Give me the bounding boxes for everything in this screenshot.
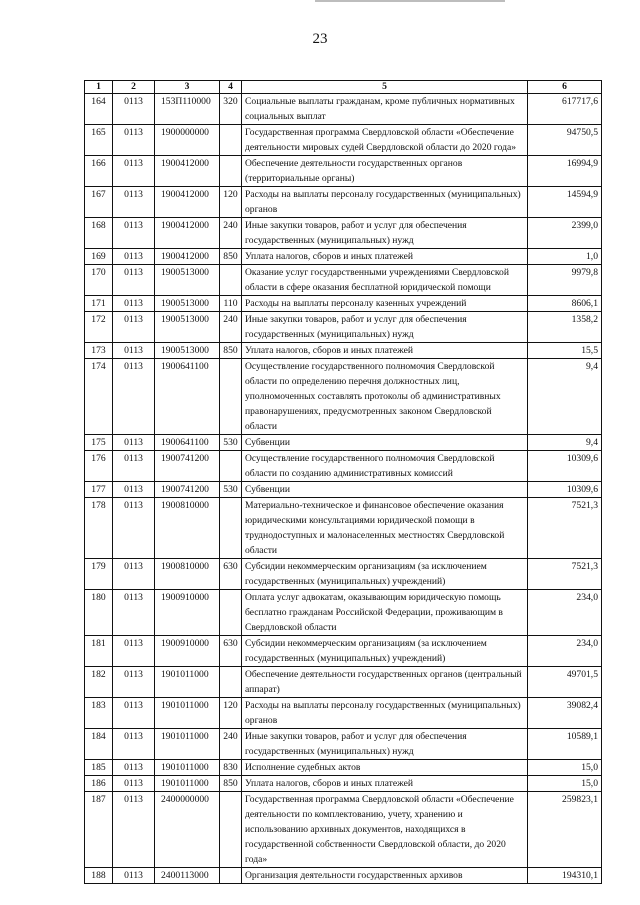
expense-type-cell: 630 bbox=[220, 636, 242, 667]
amount-cell: 9,4 bbox=[528, 435, 602, 451]
row-number-cell: 184 bbox=[85, 729, 113, 760]
row-number-cell: 177 bbox=[85, 482, 113, 498]
amount-cell: 1,0 bbox=[528, 249, 602, 265]
section-code-cell: 0113 bbox=[113, 156, 155, 187]
target-article-cell: 1900513000 bbox=[155, 312, 220, 343]
row-name-cell: Оплата услуг адвокатам, оказывающим юридическую помощь бесплатно гражданам Российской Федерации, проживающим в Свердловской области bbox=[242, 590, 528, 636]
target-article-cell: 1900910000 bbox=[155, 636, 220, 667]
row-number-cell: 182 bbox=[85, 667, 113, 698]
column-header: 5 bbox=[242, 81, 528, 94]
target-article-cell: 2400113000 bbox=[155, 868, 220, 884]
row-number-cell: 179 bbox=[85, 559, 113, 590]
table-row bbox=[85, 698, 602, 729]
column-header: 3 bbox=[155, 81, 220, 94]
expense-type-cell: 240 bbox=[220, 312, 242, 343]
target-article-cell: 1900641100 bbox=[155, 359, 220, 435]
row-name-cell: Социальные выплаты гражданам, кроме публичных нормативных социальных выплат bbox=[242, 94, 528, 125]
table-row bbox=[85, 156, 602, 187]
target-article-cell: 2400000000 bbox=[155, 792, 220, 868]
target-article-cell: 1900741200 bbox=[155, 451, 220, 482]
row-name-cell: Оказание услуг государственными учреждениями Свердловской области в сфере оказания бесплатной юридической помощи bbox=[242, 265, 528, 296]
section-code-cell: 0113 bbox=[113, 296, 155, 312]
row-number-cell: 188 bbox=[85, 868, 113, 884]
budget-table bbox=[84, 80, 602, 884]
section-code-cell: 0113 bbox=[113, 776, 155, 792]
expense-type-cell: 830 bbox=[220, 760, 242, 776]
amount-cell: 10309,6 bbox=[528, 482, 602, 498]
expense-type-cell bbox=[220, 498, 242, 559]
expense-type-cell bbox=[220, 125, 242, 156]
section-code-cell: 0113 bbox=[113, 125, 155, 156]
table-row bbox=[85, 94, 602, 125]
row-number-cell: 181 bbox=[85, 636, 113, 667]
row-name-cell: Организация деятельности государственных архивов bbox=[242, 868, 528, 884]
section-code-cell: 0113 bbox=[113, 187, 155, 218]
section-code-cell: 0113 bbox=[113, 359, 155, 435]
section-code-cell: 0113 bbox=[113, 94, 155, 125]
table-row bbox=[85, 482, 602, 498]
target-article-cell: 153П110000 bbox=[155, 94, 220, 125]
row-number-cell: 183 bbox=[85, 698, 113, 729]
row-name-cell: Иные закупки товаров, работ и услуг для обеспечения государственных (муниципальных) нужд bbox=[242, 729, 528, 760]
amount-cell: 15,0 bbox=[528, 760, 602, 776]
section-code-cell: 0113 bbox=[113, 312, 155, 343]
row-number-cell: 165 bbox=[85, 125, 113, 156]
table-row bbox=[85, 435, 602, 451]
section-code-cell: 0113 bbox=[113, 451, 155, 482]
expense-type-cell bbox=[220, 156, 242, 187]
row-name-cell: Уплата налогов, сборов и иных платежей bbox=[242, 776, 528, 792]
table-row bbox=[85, 218, 602, 249]
table-row bbox=[85, 590, 602, 636]
scan-top-edge-line bbox=[315, 0, 505, 2]
amount-cell: 2399,0 bbox=[528, 218, 602, 249]
row-name-cell: Субвенции bbox=[242, 435, 528, 451]
row-number-cell: 168 bbox=[85, 218, 113, 249]
amount-cell: 8606,1 bbox=[528, 296, 602, 312]
row-name-cell: Обеспечение деятельности государственных органов (центральный аппарат) bbox=[242, 667, 528, 698]
target-article-cell: 1900641100 bbox=[155, 435, 220, 451]
expense-type-cell: 850 bbox=[220, 343, 242, 359]
table-row bbox=[85, 868, 602, 884]
amount-cell: 10309,6 bbox=[528, 451, 602, 482]
expense-type-cell: 240 bbox=[220, 218, 242, 249]
target-article-cell: 1901011000 bbox=[155, 667, 220, 698]
expense-type-cell bbox=[220, 359, 242, 435]
section-code-cell: 0113 bbox=[113, 435, 155, 451]
expense-type-cell: 110 bbox=[220, 296, 242, 312]
table-row bbox=[85, 636, 602, 667]
amount-cell: 14594,9 bbox=[528, 187, 602, 218]
table-header-row bbox=[85, 81, 602, 94]
row-number-cell: 185 bbox=[85, 760, 113, 776]
expense-type-cell: 240 bbox=[220, 729, 242, 760]
table-row bbox=[85, 187, 602, 218]
target-article-cell: 1900000000 bbox=[155, 125, 220, 156]
row-name-cell: Уплата налогов, сборов и иных платежей bbox=[242, 343, 528, 359]
section-code-cell: 0113 bbox=[113, 343, 155, 359]
target-article-cell: 1901011000 bbox=[155, 729, 220, 760]
amount-cell: 1358,2 bbox=[528, 312, 602, 343]
row-name-cell: Осуществление государственного полномочия Свердловской области по созданию административных комиссий bbox=[242, 451, 528, 482]
row-number-cell: 186 bbox=[85, 776, 113, 792]
row-name-cell: Исполнение судебных актов bbox=[242, 760, 528, 776]
target-article-cell: 1900412000 bbox=[155, 187, 220, 218]
column-header: 4 bbox=[220, 81, 242, 94]
target-article-cell: 1900412000 bbox=[155, 156, 220, 187]
section-code-cell: 0113 bbox=[113, 249, 155, 265]
section-code-cell: 0113 bbox=[113, 667, 155, 698]
row-number-cell: 173 bbox=[85, 343, 113, 359]
row-name-cell: Субвенции bbox=[242, 482, 528, 498]
table-row bbox=[85, 667, 602, 698]
row-name-cell: Иные закупки товаров, работ и услуг для обеспечения государственных (муниципальных) нужд bbox=[242, 312, 528, 343]
table-row bbox=[85, 498, 602, 559]
section-code-cell: 0113 bbox=[113, 265, 155, 296]
row-name-cell: Субсидии некоммерческим организациям (за исключением государственных (муниципальных) учреждений) bbox=[242, 636, 528, 667]
section-code-cell: 0113 bbox=[113, 760, 155, 776]
amount-cell: 9,4 bbox=[528, 359, 602, 435]
table-row bbox=[85, 559, 602, 590]
target-article-cell: 1900910000 bbox=[155, 590, 220, 636]
target-article-cell: 1900741200 bbox=[155, 482, 220, 498]
amount-cell: 49701,5 bbox=[528, 667, 602, 698]
row-number-cell: 170 bbox=[85, 265, 113, 296]
section-code-cell: 0113 bbox=[113, 218, 155, 249]
section-code-cell: 0113 bbox=[113, 559, 155, 590]
target-article-cell: 1900513000 bbox=[155, 343, 220, 359]
row-number-cell: 176 bbox=[85, 451, 113, 482]
row-name-cell: Обеспечение деятельности государственных органов (территориальные органы) bbox=[242, 156, 528, 187]
target-article-cell: 1900513000 bbox=[155, 265, 220, 296]
amount-cell: 94750,5 bbox=[528, 125, 602, 156]
table-row bbox=[85, 343, 602, 359]
table-row bbox=[85, 776, 602, 792]
target-article-cell: 1901011000 bbox=[155, 776, 220, 792]
row-name-cell: Иные закупки товаров, работ и услуг для обеспечения государственных (муниципальных) нужд bbox=[242, 218, 528, 249]
table-row bbox=[85, 729, 602, 760]
row-number-cell: 169 bbox=[85, 249, 113, 265]
row-name-cell: Государственная программа Свердловской области «Обеспечение деятельности мировых судей Свердловской области до 2020 года» bbox=[242, 125, 528, 156]
row-number-cell: 187 bbox=[85, 792, 113, 868]
table-row bbox=[85, 296, 602, 312]
expense-type-cell bbox=[220, 590, 242, 636]
amount-cell: 16994,9 bbox=[528, 156, 602, 187]
table-row bbox=[85, 312, 602, 343]
section-code-cell: 0113 bbox=[113, 868, 155, 884]
amount-cell: 194310,1 bbox=[528, 868, 602, 884]
row-number-cell: 167 bbox=[85, 187, 113, 218]
table-row bbox=[85, 359, 602, 435]
expense-type-cell: 120 bbox=[220, 187, 242, 218]
row-number-cell: 175 bbox=[85, 435, 113, 451]
row-number-cell: 171 bbox=[85, 296, 113, 312]
amount-cell: 617717,6 bbox=[528, 94, 602, 125]
row-number-cell: 174 bbox=[85, 359, 113, 435]
row-name-cell: Государственная программа Свердловской области «Обеспечение деятельности по комплектованию, учету, хранению и использованию архивных документов, находящихся в государственной собственности Свердловской области, до 2020 года» bbox=[242, 792, 528, 868]
page-number: 23 bbox=[312, 31, 328, 47]
amount-cell: 234,0 bbox=[528, 590, 602, 636]
section-code-cell: 0113 bbox=[113, 482, 155, 498]
column-header: 6 bbox=[528, 81, 602, 94]
section-code-cell: 0113 bbox=[113, 729, 155, 760]
table-row bbox=[85, 792, 602, 868]
row-number-cell: 166 bbox=[85, 156, 113, 187]
column-header: 1 bbox=[85, 81, 113, 94]
row-number-cell: 164 bbox=[85, 94, 113, 125]
expense-type-cell: 530 bbox=[220, 482, 242, 498]
amount-cell: 234,0 bbox=[528, 636, 602, 667]
expense-type-cell: 850 bbox=[220, 249, 242, 265]
expense-type-cell: 850 bbox=[220, 776, 242, 792]
expense-type-cell: 630 bbox=[220, 559, 242, 590]
expense-type-cell bbox=[220, 868, 242, 884]
column-header: 2 bbox=[113, 81, 155, 94]
section-code-cell: 0113 bbox=[113, 498, 155, 559]
table-row bbox=[85, 249, 602, 265]
table-row bbox=[85, 125, 602, 156]
amount-cell: 39082,4 bbox=[528, 698, 602, 729]
expense-type-cell: 120 bbox=[220, 698, 242, 729]
amount-cell: 10589,1 bbox=[528, 729, 602, 760]
row-name-cell: Уплата налогов, сборов и иных платежей bbox=[242, 249, 528, 265]
table-row bbox=[85, 760, 602, 776]
row-name-cell: Расходы на выплаты персоналу казенных учреждений bbox=[242, 296, 528, 312]
row-name-cell: Материально-техническое и финансовое обеспечение оказания юридическими консультациями юридической помощи в труднодоступных и малонаселенных местностях Свердловской области bbox=[242, 498, 528, 559]
section-code-cell: 0113 bbox=[113, 698, 155, 729]
amount-cell: 9979,8 bbox=[528, 265, 602, 296]
section-code-cell: 0113 bbox=[113, 636, 155, 667]
expense-type-cell: 320 bbox=[220, 94, 242, 125]
row-name-cell: Субсидии некоммерческим организациям (за исключением государственных (муниципальных) учреждений) bbox=[242, 559, 528, 590]
target-article-cell: 1900412000 bbox=[155, 218, 220, 249]
target-article-cell: 1900810000 bbox=[155, 498, 220, 559]
expense-type-cell bbox=[220, 792, 242, 868]
target-article-cell: 1900810000 bbox=[155, 559, 220, 590]
table-row bbox=[85, 451, 602, 482]
table-body bbox=[85, 94, 602, 884]
section-code-cell: 0113 bbox=[113, 792, 155, 868]
table-row bbox=[85, 265, 602, 296]
row-number-cell: 180 bbox=[85, 590, 113, 636]
target-article-cell: 1901011000 bbox=[155, 698, 220, 729]
amount-cell: 15,0 bbox=[528, 776, 602, 792]
section-code-cell: 0113 bbox=[113, 590, 155, 636]
target-article-cell: 1900412000 bbox=[155, 249, 220, 265]
expense-type-cell bbox=[220, 451, 242, 482]
row-name-cell: Осуществление государственного полномочия Свердловской области по определению перечня должностных лиц, уполномоченных составлять протоколы об административных правонарушениях, предусмотренных законом Свердловской области bbox=[242, 359, 528, 435]
row-number-cell: 172 bbox=[85, 312, 113, 343]
row-number-cell: 178 bbox=[85, 498, 113, 559]
amount-cell: 259823,1 bbox=[528, 792, 602, 868]
row-name-cell: Расходы на выплаты персоналу государственных (муниципальных) органов bbox=[242, 187, 528, 218]
expense-type-cell bbox=[220, 265, 242, 296]
amount-cell: 15,5 bbox=[528, 343, 602, 359]
amount-cell: 7521,3 bbox=[528, 559, 602, 590]
target-article-cell: 1901011000 bbox=[155, 760, 220, 776]
target-article-cell: 1900513000 bbox=[155, 296, 220, 312]
expense-type-cell: 530 bbox=[220, 435, 242, 451]
amount-cell: 7521,3 bbox=[528, 498, 602, 559]
expense-type-cell bbox=[220, 667, 242, 698]
row-name-cell: Расходы на выплаты персоналу государственных (муниципальных) органов bbox=[242, 698, 528, 729]
